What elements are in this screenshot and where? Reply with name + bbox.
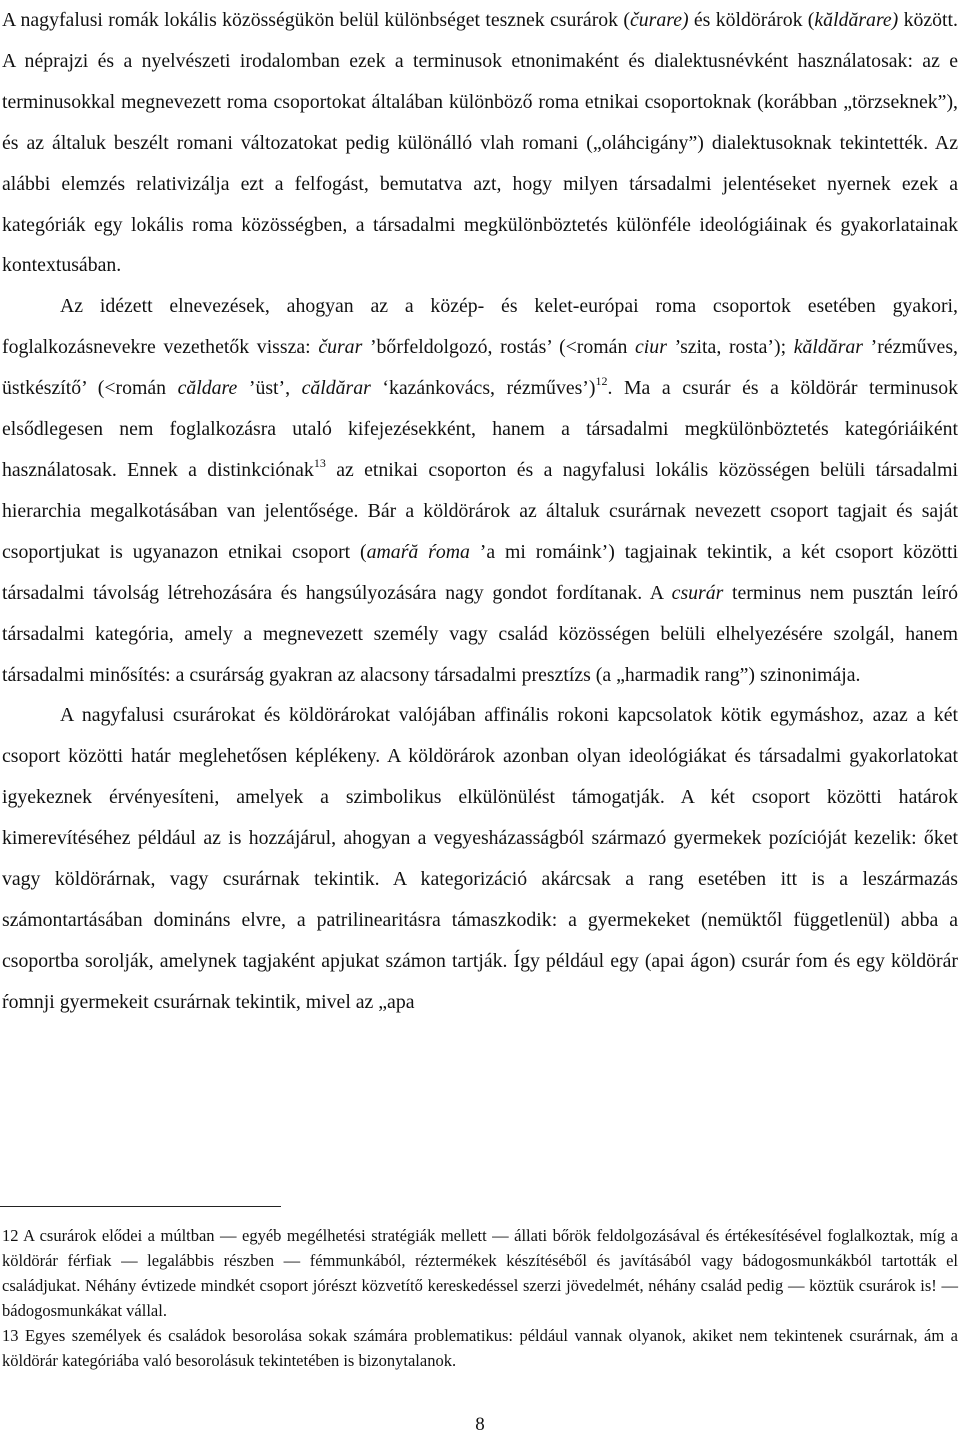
italic-term: kăldărar xyxy=(793,336,863,359)
italic-term: căldare xyxy=(177,377,238,400)
footnote-12: 12 A csurárok elődei a múltban — egyéb megélhetési stratégiák mellett — állati bőrök feldolgozásával és értékesítésével foglalkoztak, míg a köldörár férfiak — legalábbis részben — fémmunkából, réztermékek készítéséből és javításából vagy bádogosmunkákból tartották el családjukat. Néhány évtizede mindkét csoport jórészt közvetítő kereskedéssel szerzi jövedelmét, néhány család pedig — köztük csurárok is! — bádogosmunkákat vállal. xyxy=(2,1226,958,1320)
paragraph-1 xyxy=(2,0,958,286)
italic-term: čurare) xyxy=(629,9,689,31)
footnote-13: 13 Egyes személyek és családok besorolása sokak számára problematikus: például vannak olyanok, akiket nem tekintenek csurárnak, ám a köldörár kategóriába való besorolásuk tekintetében is bizonytalanok. xyxy=(2,1326,958,1370)
italic-term: csurár xyxy=(671,581,724,604)
text-run: A nagyfalusi csurárokat és köldörárokat valójában affinális rokoni kapcsolatok kötik egymáshoz, azaz a két csoport közötti határ meglehetősen képlékeny. A köldörárok azonban olyan ideológiákat és társadalmi gyakorlatokat igyekeznek érvényesíteni, amelyek a szimbolikus elkülönülést támogatják. A két csoport közötti határok kimerevítéséhez például az is hozzájárul, ahogyan a vegyesházasságból származó gyermekek pozícióját kezelik: őket vagy köldörárnak, vagy csurárnak tekintik. A kategorizáció akárcsak a rang esetében itt is a leszármazás számontartásában domináns elvre, a patrilinearitásra támaszkodik: a gyermekeket (nemüktől függetlenül) abba a csoportba sorolják, amelynek tagjaként apjukat számon tartják. Így például egy (apai ágon) csurár ŕom és egy köldörár ŕomnji gyermekeit csurárnak tekintik, mivel az „apa xyxy=(2,704,958,1013)
footnote-ref: 12 xyxy=(595,374,608,389)
text-run: ‘kazánkovács, rézműves’) xyxy=(370,377,596,400)
text-run: Az idézett elnevezések, ahogyan az a közép- és kelet-európai roma csoportok esetében gyakori, foglalkozásnevekre vezethetők vissza: xyxy=(2,295,958,359)
paragraph-3 xyxy=(2,695,958,1022)
text-run: ’szita, rosta’); xyxy=(666,336,794,359)
footnotes xyxy=(2,1223,958,1373)
text-run: ’üst’, xyxy=(237,377,302,400)
footnote-separator xyxy=(0,1206,281,1207)
text-run: ’rézműves, üstkészítő’ (<román xyxy=(2,336,958,400)
text-run: . Ma a csurár és a köldörár terminusok elsődlegesen nem foglalkozásra utaló kifejezésekként, hanem a társadalmi megkülönböztetés kategóriáiként használatosak. Ennek a distinkciónak xyxy=(2,377,958,481)
text-run: az etnikai csoporton és a nagyfalusi lokális közösségen belüli társadalmi hierarchia megalkotásában van jelentősége. Bár a köldörárok az általuk csurárnak nevezett csoport tagjait és saját csoportjukat is ugyanazon etnikai csoport ( xyxy=(2,458,959,563)
italic-term: čurar xyxy=(318,336,363,359)
text-run: között. A néprajzi és a nyelvészeti irodalomban ezek a terminusok etnonimaként és dialektusnévként használatosak: az e terminusokkal megnevezett roma csoportokat általában különböző roma etnikai csoportoknak (korábban „törzseknek”), és az általuk beszélt romani változatokat pedig különálló vlah romani („oláhcigány”) dialektusoknak tekintették. Az alábbi elemzés relativizálja ezt a felfogást, bemutatva azt, hogy milyen társadalmi jelentéseket nyernek ezek a kategóriák egy lokális roma közösségben, a társadalmi megkülönböztetés különféle ideológiáinak és gyakorlatainak kontextusában. xyxy=(2,9,958,277)
italic-term: amaŕă ŕoma xyxy=(366,540,470,563)
text-run: ’a mi romáink’) tagjainak tekintik, a két csoport közötti társadalmi távolság létrehozására és hangsúlyozására nagy gondot fordítanak. A xyxy=(2,540,958,604)
italic-term: ciur xyxy=(635,336,667,359)
italic-term: kăldărare) xyxy=(814,9,899,31)
italic-term: căldărar xyxy=(301,377,371,400)
text-run: A nagyfalusi romák lokális közösségükön belül különbséget tesznek csurárok ( xyxy=(2,9,630,31)
text-run: ’bőrfeldolgozó, rostás’ (<román xyxy=(362,336,636,359)
body-text xyxy=(2,0,958,1023)
paragraph-2 xyxy=(2,286,958,695)
footnote-ref: 13 xyxy=(313,455,326,470)
text-run: terminus nem pusztán leíró társadalmi kategória, amely a megnevezett személy vagy család közösségen belüli elhelyezésére szolgál, hanem társadalmi minősítés: a csurárság gyakran az alacsony társadalmi presztízs (a „harmadik rang”) szinonimája. xyxy=(2,581,958,686)
page-number: 8 xyxy=(475,1414,485,1435)
text-run: és köldörárok ( xyxy=(688,9,815,31)
